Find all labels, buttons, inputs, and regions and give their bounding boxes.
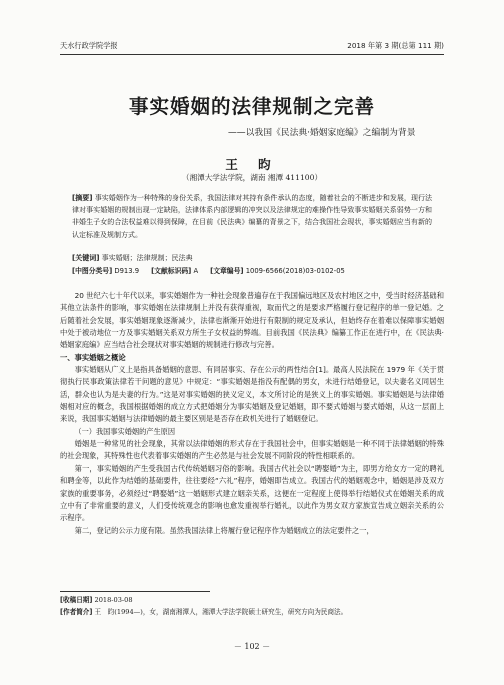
article-number [210, 265, 345, 275]
running-header [60, 40, 444, 52]
author-bio-value: 王 昀(1994—)，女，湖南湘潭人，湘潭大学法学院硕士研究生，研究方向为民商法。 [94, 608, 348, 616]
author-name: 王 昀 [225, 157, 279, 172]
keywords [72, 253, 432, 263]
paragraph-reason-2: 第二，登记的公示力度有限。虽然我国法律上将履行登记程序作为婚姻成立的法定要件之一， [74, 525, 374, 535]
subsection-heading-1: （一）我国事实婚姻的产生原因 [74, 426, 176, 436]
footnote-rule [60, 591, 210, 592]
section-heading-1: 一、事实婚姻之概论 [60, 352, 126, 362]
doc-code [151, 265, 198, 275]
article-title: 事实婚姻的法律规制之完善 [128, 95, 375, 118]
author-bio-label: [作者简介] [60, 608, 93, 616]
clc-label: [中图分类号] [72, 267, 113, 275]
abstract-label: [摘要] [72, 194, 93, 202]
keywords-text: 事实婚姻；法律规制；民法典 [101, 254, 193, 262]
header-rule [60, 54, 444, 55]
received-value: 2018-03-08 [94, 596, 133, 604]
doc-label: [文献标识码] [151, 267, 192, 275]
doc-value: A [193, 267, 199, 275]
author-affiliation: （湘潭大学法学院，湖南 湘潭 411100） [181, 173, 323, 182]
page-number: － 102 － [233, 642, 271, 651]
paragraph-definition: 事实婚姻从广义上是指具备婚姻的意思、有同居事实、存在公示的两性结合[1]。最高人民法院在 1979 年《关于贯彻执行民事政策法律若干问题的意见》中规定：“事实婚姻是指没有配偶的男女，未进行结婚登记，以夫妻名义同居生活，群众也认为是夫妻的行为。”这是对事实婚姻的狭义定义，本文所讨论的是狭义上的事实婚姻。事实婚姻是与法律婚姻相对应的概念，我国根据婚姻的成立方式把婚姻分为事实婚姻及登记婚姻，即不要式婚姻与要式婚姻，从这一层面上来说，我国事实婚姻与法律婚姻的最主要区别是是否存在政机关进行了婚姻登记。 [60, 365, 444, 424]
abstract [72, 192, 432, 241]
article-body [60, 290, 444, 537]
article-number-label: [文章编号] [210, 267, 244, 275]
classification-line [72, 265, 432, 275]
received-date [60, 594, 444, 606]
paragraph-reason-1: 第一，事实婚姻的产生受我国古代传统婚姻习俗的影响。我国古代社会以“聘娶婚”为主，即男方给女方一定的聘礼和聘金等，以此作为结婚的基础要件，往往要经“六礼”程序，婚姻即告成立。我国古代的婚姻观念中，婚姻是涉及双方家族的重要事务，必须经过“聘娶婚”这一婚姻形式建立姻亲关系，这便在一定程度上使得举行结婚仪式在婚姻关系的成立中有了非常重要的意义，人们受传统观念的影响也愈发重视举行婚礼，以此作为男女双方家族宣告成立姻亲关系的公示程序。 [60, 463, 444, 523]
keywords-label: [关键词] [72, 254, 100, 262]
article-number-value: 1009-6566(2018)03-0102-05 [245, 267, 345, 275]
received-label: [收稿日期] [60, 596, 93, 604]
paragraph-origin: 婚姻是一种常见的社会现象，其常以法律婚姻的形式存在于我国社会中，但事实婚姻是一种不同于法律婚姻的特殊的社会现象，其特殊性也代表着事实婚姻的产生必然是与社会发展不同阶段的特性相联系的。 [60, 439, 444, 461]
article-subtitle: ——以我国《民法典·婚姻家庭编》之编制为背景 [228, 128, 416, 138]
issue-info: 2018 年第 3 期(总第 111 期) [347, 41, 444, 50]
clc-code [72, 265, 139, 275]
author-bio [60, 606, 444, 618]
footnotes [60, 594, 444, 618]
abstract-text: 事实婚姻作为一种特殊的身份关系，我国法律对其持有条件承认的态度，随着社会的不断进步和发展，现行法律对事实婚姻的规制出现一定缺陷，法律体系内部逻辑的冲突以及法律规定的难操作性导致事实婚姻关系弱势一方和非婚生子女的合法权益难以得到保障，在目前《民法典》编纂的背景之下，结合我国社会现状，事实婚姻应当有新的认定标准及规制方式。 [72, 194, 433, 239]
paragraph-intro: 20 世纪六七十年代以来，事实婚姻作为一种社会现象普遍存在于我国偏远地区及农村地区之中，受当时经济基础和其他立法条件的影响，事实婚姻在法律规制上并没有获得重视，取而代之的是要求严格履行登记程序的单一登记婚。之后随着社会发展，事实婚姻现象逐渐减少，法律也渐渐开始进行有限制的规定及承认，但始终存在着难以保障事实婚姻中处于被动地位一方及事实婚姻关系双方所生子女权益的弊端。目前我国《民法典》编纂工作正在进行中，在《民法典·婚姻家庭编》应当结合社会现状对事实婚姻的规制进行修改与完善。 [60, 291, 444, 350]
journal-name: 天水行政学院学报 [60, 41, 118, 50]
clc-value: D913.9 [114, 267, 140, 275]
